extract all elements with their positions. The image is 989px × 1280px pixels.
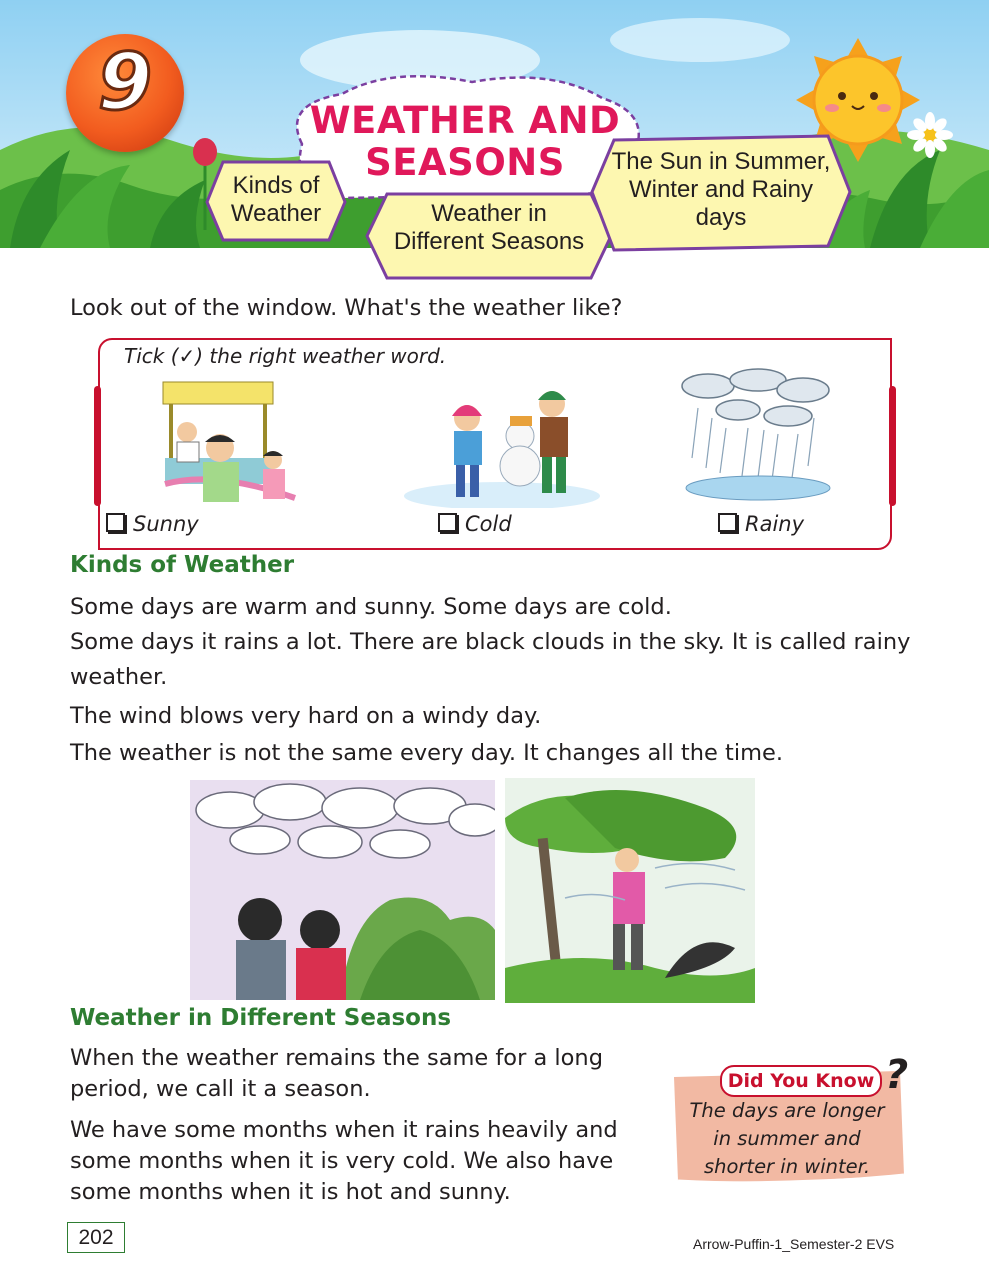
checkbox-icon[interactable] xyxy=(438,513,457,532)
fact-line: in summer and xyxy=(713,1127,861,1150)
section-heading-weather-seasons: Weather in Different Seasons xyxy=(70,1005,452,1031)
paragraph-line: some months when it is hot and sunny. xyxy=(70,1179,511,1205)
paragraph-line: The wind blows very hard on a windy day. xyxy=(70,703,542,729)
checkbox-icon[interactable] xyxy=(718,513,737,532)
paragraph-line: When the weather remains the same for a long xyxy=(70,1045,603,1071)
option-label: Rainy xyxy=(745,512,805,536)
sunny-day-illustration xyxy=(155,380,310,510)
paragraph-line: period, we call it a season. xyxy=(70,1076,371,1102)
activity-box-left-bar xyxy=(94,386,101,506)
windy-day-illustration xyxy=(505,778,755,1003)
topic-tag-kinds-of-weather xyxy=(205,160,347,242)
chapter-title xyxy=(300,100,630,184)
option-label: Cold xyxy=(465,512,512,536)
rainy-day-illustration xyxy=(678,368,833,504)
chapter-title-line1: WEATHER AND xyxy=(309,99,621,142)
topic-tag-line: Winter and Rainy xyxy=(628,176,814,203)
topic-tag-line: Different Seasons xyxy=(393,228,585,255)
option-label: Sunny xyxy=(133,512,199,536)
topic-tag-line: The Sun in Summer, xyxy=(611,148,831,175)
topic-tag-line: Weather in xyxy=(431,200,547,227)
option-rainy[interactable] xyxy=(718,512,804,536)
paragraph-line: some months when it is very cold. We also have xyxy=(70,1148,614,1174)
activity-instruction: Tick (✓) the right weather word. xyxy=(124,344,447,368)
cloudy-day-illustration xyxy=(190,780,495,1000)
activity-box-right-bar xyxy=(889,386,896,506)
cold-day-illustration xyxy=(402,378,602,508)
paragraph-line: We have some months when it rains heavily and xyxy=(70,1117,618,1143)
option-sunny[interactable] xyxy=(106,512,199,536)
topic-tag-line: Weather xyxy=(230,200,322,227)
topic-tag-line: days xyxy=(695,204,747,231)
topic-tag-line: Kinds of xyxy=(232,172,320,199)
question-mark-icon: ? xyxy=(885,1052,909,1098)
section-heading-kinds-of-weather: Kinds of Weather xyxy=(70,552,295,578)
paragraph-line: The weather is not the same every day. It changes all the time. xyxy=(70,740,783,766)
did-you-know-text xyxy=(678,1097,896,1181)
paragraph-line: Some days are warm and sunny. Some days are cold. xyxy=(70,594,672,620)
chapter-title-line2: SEASONS xyxy=(365,141,565,184)
topic-tag-weather-seasons xyxy=(365,192,613,280)
fact-line: shorter in winter. xyxy=(703,1155,871,1178)
book-footer: Arrow-Puffin-1_Semester-2 EVS xyxy=(693,1236,895,1252)
topic-tag-sun-seasons xyxy=(590,134,852,252)
did-you-know-label xyxy=(720,1065,882,1097)
did-you-know-title: Did You Know xyxy=(727,1070,875,1092)
fact-line: The days are longer xyxy=(689,1099,885,1122)
paragraph-line: Some days it rains a lot. There are black clouds in the sky. It is called rainy xyxy=(70,629,911,655)
chapter-number-badge xyxy=(66,34,184,152)
chapter-number: 9 xyxy=(97,38,153,128)
intro-question: Look out of the window. What's the weather like? xyxy=(70,295,623,321)
checkbox-icon[interactable] xyxy=(106,513,125,532)
option-cold[interactable] xyxy=(438,512,512,536)
page-number: 202 xyxy=(67,1222,125,1253)
paragraph-line: weather. xyxy=(70,664,168,690)
